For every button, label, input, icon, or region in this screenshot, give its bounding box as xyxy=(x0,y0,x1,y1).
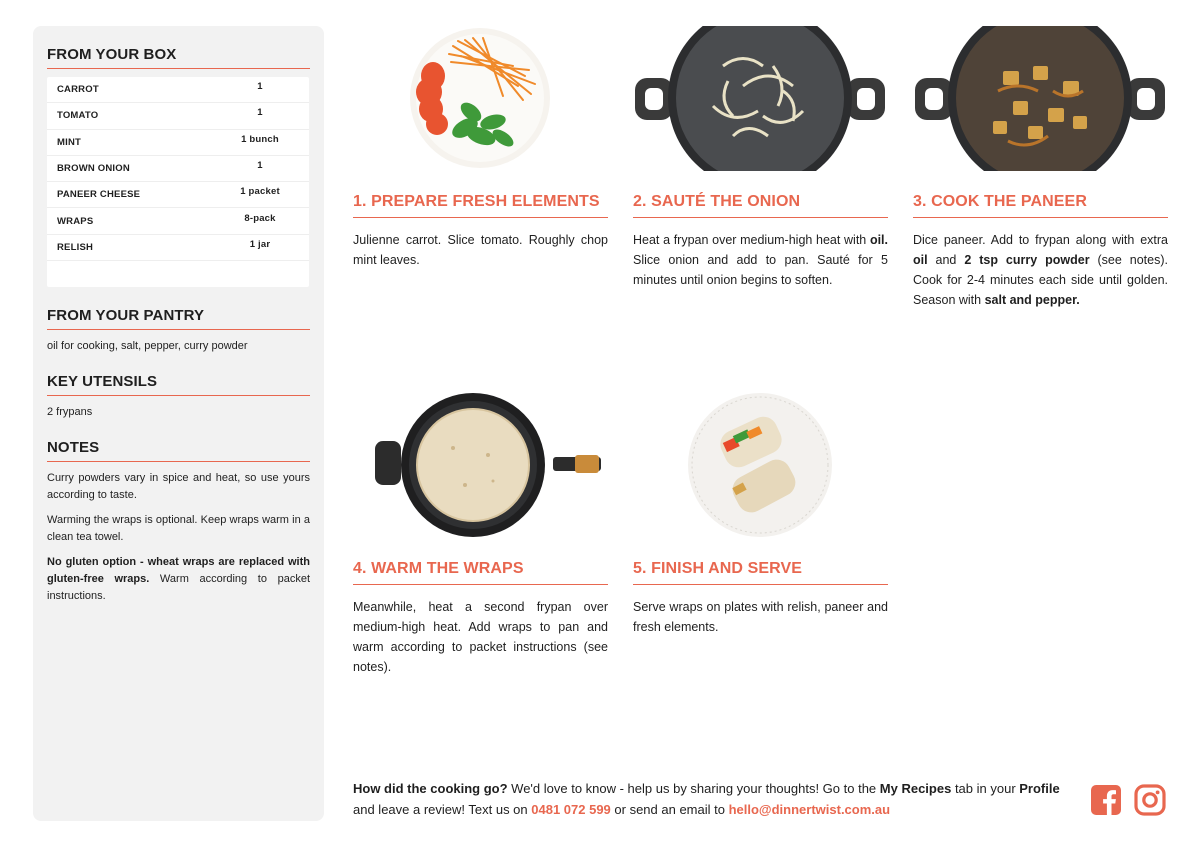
ingredient-name: CARROT xyxy=(57,84,99,96)
step-3-text-part: (see notes). Cook for 2-4 minutes each side until golden. Season with xyxy=(913,253,1168,307)
note-gluten xyxy=(47,554,310,605)
ingredient-name: PANEER CHEESE xyxy=(57,189,141,201)
pantry-section xyxy=(47,307,310,355)
instagram-icon[interactable] xyxy=(1134,784,1166,816)
notes-section-title: NOTES xyxy=(47,439,310,462)
step-4 xyxy=(353,393,608,677)
ingredient-name: TOMATO xyxy=(57,110,99,122)
table-row xyxy=(47,77,309,103)
step-5 xyxy=(633,393,888,637)
pantry-text: oil for cooking, salt, pepper, curry powder xyxy=(47,340,248,353)
box-ingredients-table xyxy=(47,77,309,287)
ingredient-qty: 1 jar xyxy=(249,238,271,250)
footer-text-part: tab in your xyxy=(951,781,1020,796)
step-1 xyxy=(353,26,608,270)
step-3-text-part: and xyxy=(927,253,965,267)
utensils-section xyxy=(47,373,310,421)
email-link[interactable]: hello@dinnertwist.com.au xyxy=(728,802,891,817)
table-row xyxy=(47,130,309,156)
notes-section xyxy=(47,439,310,605)
note-spice: Curry powders vary in spice and heat, so use yours according to taste. xyxy=(47,472,310,502)
table-row xyxy=(47,208,309,234)
step-3-title: 3. COOK THE PANEER xyxy=(913,193,1168,218)
footer-text-part: and leave a review! Text us on xyxy=(353,802,532,817)
step-3-bold-seasoning: salt and pepper. xyxy=(984,293,1080,307)
table-row xyxy=(47,182,309,208)
footer-text-part: or send an email to xyxy=(610,802,729,817)
ingredient-qty: 1 xyxy=(257,81,263,93)
step-5-text: Serve wraps on plates with relish, paneer and fresh elements. xyxy=(633,600,888,634)
step-4-title: 4. WARM THE WRAPS xyxy=(353,560,608,585)
ingredient-name: RELISH xyxy=(57,241,94,253)
my-recipes-link[interactable]: My Recipes xyxy=(879,781,952,796)
feedback-footer xyxy=(353,778,1073,820)
paneer-pan-image xyxy=(913,26,1168,171)
table-row-empty xyxy=(47,261,309,287)
wraps-frypan-image xyxy=(353,393,608,538)
ingredients-sidebar xyxy=(33,26,324,821)
feedback-question: How did the cooking go? xyxy=(353,781,508,796)
step-2-title: 2. SAUTÉ THE ONION xyxy=(633,193,888,218)
ingredient-qty: 1 xyxy=(257,160,263,172)
utensils-text: 2 frypans xyxy=(47,406,93,419)
onion-pan-image xyxy=(633,26,888,171)
table-row xyxy=(47,156,309,182)
box-section-title: FROM YOUR BOX xyxy=(47,46,310,69)
note-gluten-bold: No gluten option - wheat wraps are replaced with gluten-free wraps. xyxy=(47,556,310,586)
ingredient-name: BROWN ONION xyxy=(57,163,130,175)
pantry-section-title: FROM YOUR PANTRY xyxy=(47,307,310,330)
step-2 xyxy=(633,26,888,290)
note-wraps: Warming the wraps is optional. Keep wraps warm in a clean tea towel. xyxy=(47,514,310,544)
facebook-icon[interactable] xyxy=(1090,784,1122,816)
footer-text-part: We'd love to know - help us by sharing your thoughts! Go to the xyxy=(507,781,880,796)
table-row xyxy=(47,103,309,129)
step-2-bold-oil: oil. xyxy=(869,233,888,247)
ingredient-qty: 8-pack xyxy=(244,212,276,224)
served-wraps-plate-image xyxy=(633,393,888,538)
step-3-text-part: Dice paneer. Add to frypan along with extra xyxy=(913,233,1168,247)
note-gluten-rest: Warm according to packet instructions. xyxy=(47,573,310,603)
table-row xyxy=(47,235,309,261)
step-1-text: Julienne carrot. Slice tomato. Roughly chop mint leaves. xyxy=(353,233,608,267)
step-5-title: 5. FINISH AND SERVE xyxy=(633,560,888,585)
step-2-text-part: Slice onion and add to pan. Sauté for 5 minutes until onion begins to soften. xyxy=(633,253,888,287)
ingredient-name: WRAPS xyxy=(57,215,94,227)
step-2-text-part: Heat a frypan over medium-high heat with xyxy=(633,233,870,247)
step-3 xyxy=(913,26,1168,310)
step-1-title: 1. PREPARE FRESH ELEMENTS xyxy=(353,193,608,218)
ingredient-qty: 1 xyxy=(257,107,263,119)
phone-number-link[interactable]: 0481 072 599 xyxy=(531,802,611,817)
utensils-section-title: KEY UTENSILS xyxy=(47,373,310,396)
ingredient-qty: 1 bunch xyxy=(241,133,279,145)
ingredient-name: MINT xyxy=(57,136,82,148)
fresh-elements-plate-image xyxy=(353,26,608,171)
step-3-bold-curry: 2 tsp curry powder xyxy=(964,253,1090,267)
step-2-text xyxy=(633,230,888,290)
step-3-text xyxy=(913,230,1168,310)
ingredient-qty: 1 packet xyxy=(240,186,280,198)
step-3-bold-oil: oil xyxy=(913,253,928,267)
profile-link[interactable]: Profile xyxy=(1019,781,1060,796)
step-4-text: Meanwhile, heat a second frypan over medium-high heat. Add wraps to pan and warm according to packet instructions (see notes). xyxy=(353,600,608,674)
